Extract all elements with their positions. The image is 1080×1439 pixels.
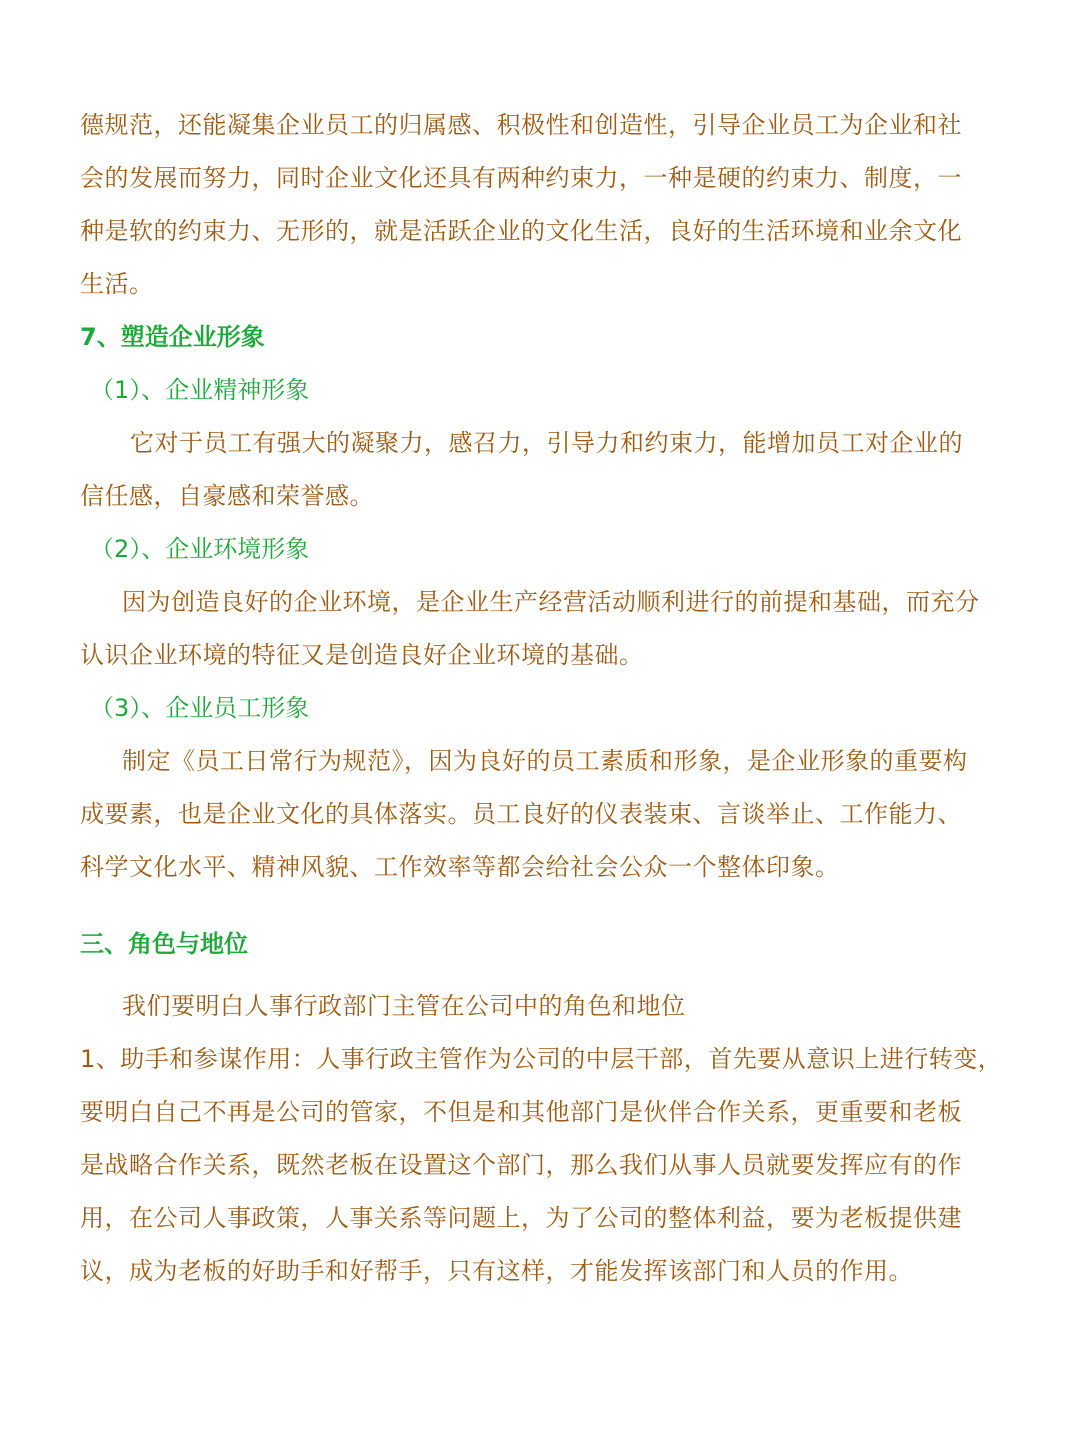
subsection-2-paragraph (80, 576, 1005, 682)
text-line: 科学文化水平、精神风貌、工作效率等都会给社会公众一个整体印象。 (80, 853, 840, 881)
text-line: 是战略合作关系，既然老板在设置这个部门，那么我们从事人员就要发挥应有的作 (80, 1151, 962, 1179)
intro-paragraph (80, 99, 1005, 311)
subsection-1-title: （1）、企业精神形象 (90, 376, 310, 404)
text-line: 用，在公司人事政策，人事关系等问题上，为了公司的整体利益，要为老板提供建 (80, 1204, 962, 1232)
text-line: 1、助手和参谋作用：人事行政主管作为公司的中层干部，首先要从意识上进行转变， (80, 1045, 1003, 1073)
subsection-3-title: （3）、企业员工形象 (90, 694, 310, 722)
text-line: 我们要明白人事行政部门主管在公司中的角色和地位 (122, 992, 686, 1020)
item-1-paragraph (80, 1033, 1005, 1298)
section-7-heading: 7、塑造企业形象 (80, 323, 265, 351)
text-line: 种是软的约束力、无形的，就是活跃企业的文化生活，良好的生活环境和业余文化 (80, 217, 962, 245)
text-line: 成要素，也是企业文化的具体落实。员工良好的仪表装束、言谈举止、工作能力、 (80, 800, 962, 828)
text-line: 因为创造良好的企业环境，是企业生产经营活动顺利进行的前提和基础，而充分 (122, 588, 980, 616)
text-line: 议，成为老板的好助手和好帮手，只有这样，才能发挥该部门和人员的作用。 (80, 1257, 913, 1285)
text-line: 要明白自己不再是公司的管家，不但是和其他部门是伙伴合作关系，更重要和老板 (80, 1098, 962, 1126)
subsection-2-title: （2）、企业环境形象 (90, 535, 310, 563)
text-line: 信任感，自豪感和荣誉感。 (80, 482, 374, 510)
text-line: 制定《员工日常行为规范》，因为良好的员工素质和形象，是企业形象的重要构 (122, 747, 968, 775)
text-line: 生活。 (80, 270, 154, 298)
subsection-1-paragraph (80, 417, 1005, 523)
section-3-heading: 三、角色与地位 (80, 930, 248, 958)
section-3-intro (80, 980, 1005, 1033)
text-line: 会的发展而努力，同时企业文化还具有两种约束力，一种是硬的约束力、制度，一 (80, 164, 962, 192)
text-line: 它对于员工有强大的凝聚力，感召力，引导力和约束力，能增加员工对企业的 (130, 429, 963, 457)
document-page (80, 99, 1005, 1298)
subsection-3-paragraph (80, 735, 1005, 894)
text-line: 认识企业环境的特征又是创造良好企业环境的基础。 (80, 641, 644, 669)
text-line: 德规范，还能凝集企业员工的归属感、积极性和创造性，引导企业员工为企业和社 (80, 111, 962, 139)
